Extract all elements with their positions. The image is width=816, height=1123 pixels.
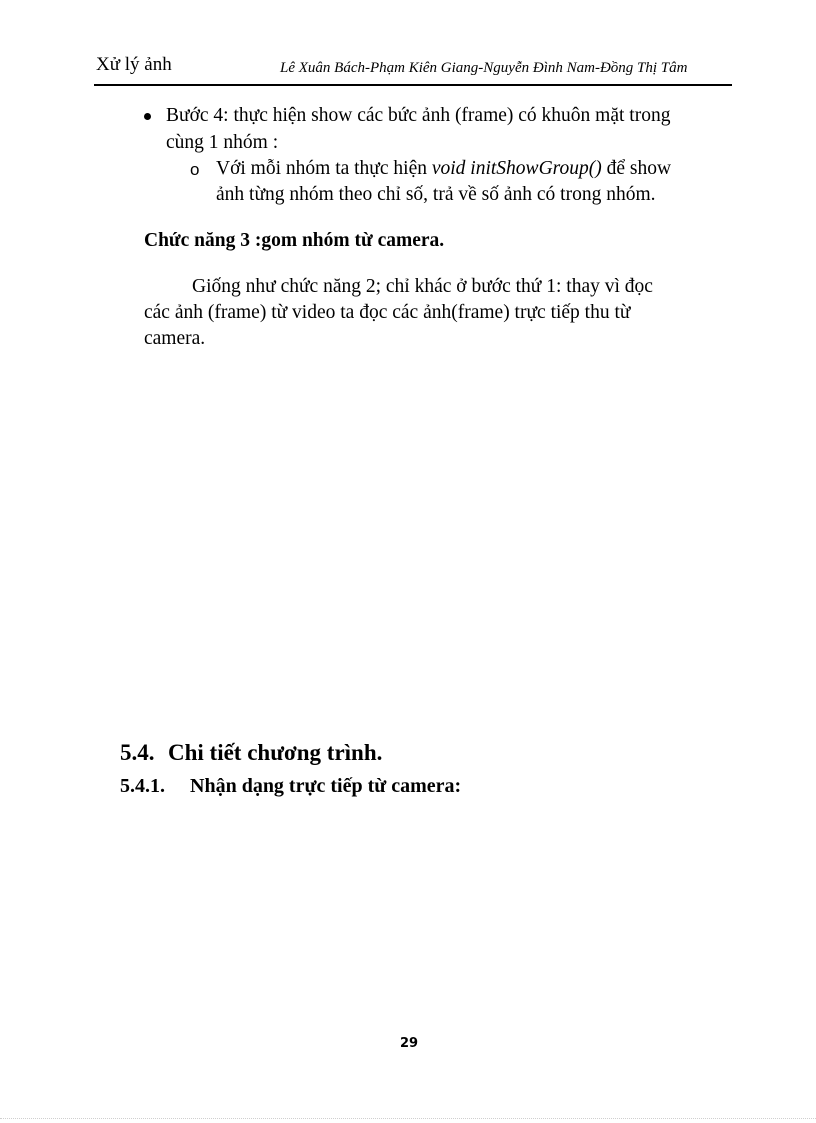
- subsection-title: Nhận dạng trực tiếp từ camera:: [190, 775, 462, 797]
- section-heading: [120, 740, 382, 766]
- sub-bullet-text-pre: Với mỗi nhóm ta thực hiện: [216, 158, 432, 179]
- header-divider: [94, 84, 732, 86]
- subsection-number: 5.4.1.: [120, 775, 165, 797]
- bullet-line-2: cùng 1 nhóm :: [166, 132, 279, 153]
- header-title: Xử lý ảnh: [96, 54, 172, 75]
- section-number: 5.4.: [120, 740, 155, 765]
- function-name: void initShowGroup(): [431, 158, 602, 179]
- bullet-dot-icon: [144, 113, 151, 120]
- sub-bullet-line-1: [216, 158, 671, 180]
- paragraph-line-2: các ảnh (frame) từ video ta đọc các ảnh(frame) trực tiếp thu từ: [144, 302, 631, 323]
- sub-bullet-marker: o: [190, 160, 200, 179]
- paragraph-line-3: camera.: [144, 328, 206, 349]
- subsection-heading: [120, 775, 461, 798]
- feature3-heading: Chức năng 3 :gom nhóm từ camera.: [144, 230, 445, 251]
- bullet-line-1: Bước 4: thực hiện show các bức ảnh (frame) có khuôn mặt trong: [166, 105, 671, 126]
- paragraph-line-1: Giống như chức năng 2; chỉ khác ở bước thứ 1: thay vì đọc: [192, 276, 653, 297]
- sub-bullet-line-2: ảnh từng nhóm theo chỉ số, trả về số ảnh có trong nhóm.: [216, 184, 656, 205]
- section-title: Chi tiết chương trình.: [168, 740, 383, 765]
- page-number: 29: [400, 1036, 419, 1051]
- page-bottom-edge: [0, 1118, 816, 1119]
- header-authors: Lê Xuân Bách-Phạm Kiên Giang-Nguyễn Đình Nam-Đồng Thị Tâm: [280, 60, 688, 76]
- sub-bullet-text-post: để show: [601, 158, 672, 179]
